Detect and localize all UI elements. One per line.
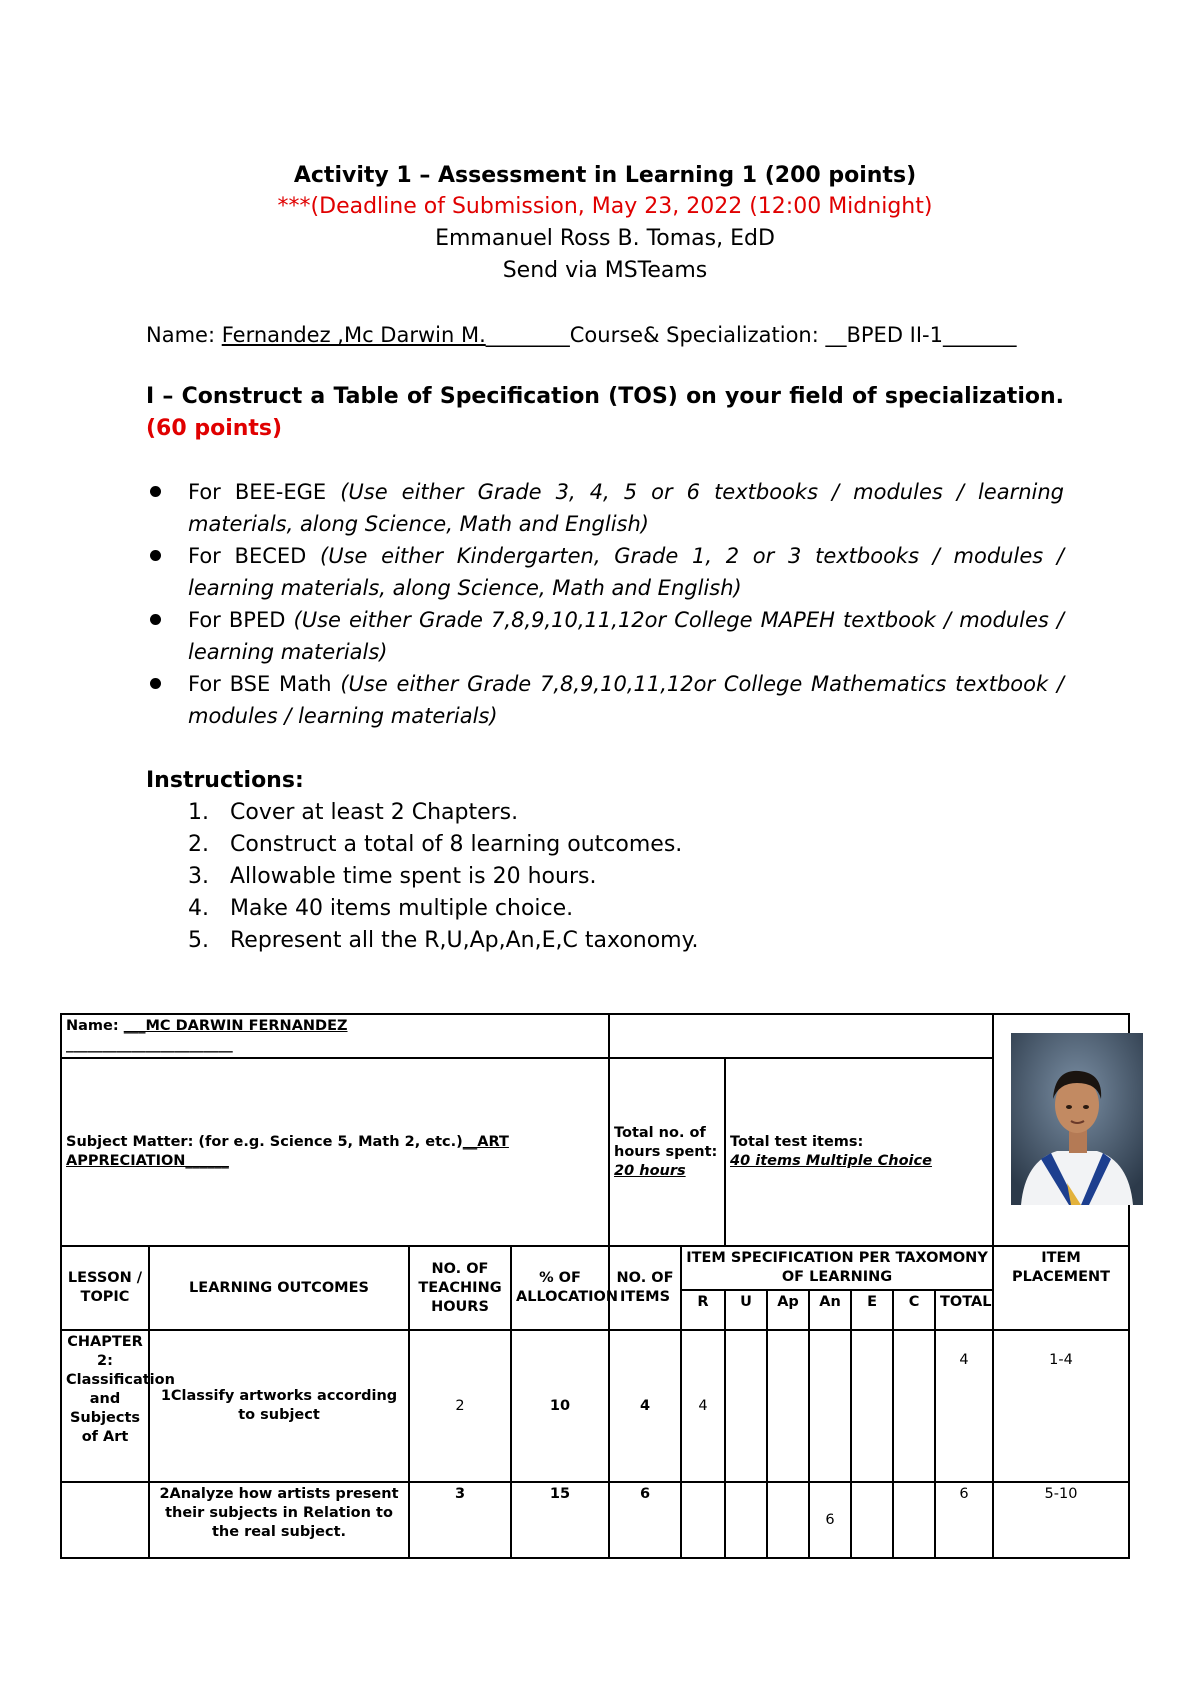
items-value: 40 items Multiple Choice — [730, 1153, 932, 1169]
cell-items: 6 — [609, 1482, 681, 1558]
header-items: NO. OF ITEMS — [609, 1246, 681, 1330]
step-text: Represent all the R,U,Ap,An,E,C taxonomy. — [230, 928, 699, 953]
header-hours: NO. OF TEACHING HOURS — [409, 1246, 511, 1330]
tos-table — [60, 1013, 1130, 1559]
step-number: 5. — [188, 928, 209, 953]
course-label: Course& Specialization: — [569, 323, 826, 347]
header-lesson: LESSON / TOPIC — [61, 1246, 149, 1330]
header-allocation: % OF ALLOCATION — [511, 1246, 609, 1330]
section-heading — [146, 381, 1064, 445]
header-e: E — [851, 1290, 893, 1330]
subject-cell — [61, 1058, 609, 1246]
table-row — [61, 1482, 1129, 1558]
program-label: For BSE Math — [188, 672, 341, 696]
cell-hours: 2 — [409, 1330, 511, 1482]
cell-c — [893, 1482, 935, 1558]
cell-lesson — [61, 1482, 149, 1558]
table-row — [61, 1330, 1129, 1482]
list-item — [146, 540, 1064, 604]
header-total: TOTAL — [935, 1290, 993, 1330]
cell-lesson: CHAPTER 2: Classification and Subjects of Art — [61, 1330, 149, 1482]
header-outcomes: LEARNING OUTCOMES — [149, 1246, 409, 1330]
step-number: 2. — [188, 832, 209, 857]
program-list — [146, 476, 1064, 732]
tos-top-blank — [609, 1014, 993, 1058]
cell-placement: 1-4 — [993, 1330, 1129, 1482]
instructions-title: Instructions: — [146, 768, 304, 793]
header-spec: ITEM SPECIFICATION PER TAXOMONY OF LEARNING — [681, 1246, 993, 1290]
list-item — [146, 861, 699, 893]
cell-r: 4 — [681, 1330, 725, 1482]
bullet-icon — [150, 550, 161, 561]
deadline-text: ***(Deadline of Submission, May 23, 2022 (12:00 Midnight) — [277, 194, 933, 219]
cell-outcome: 1Classify artworks according to subject — [149, 1330, 409, 1482]
cell-ap — [767, 1482, 809, 1558]
cell-an — [809, 1330, 851, 1482]
program-label: For BEE-EGE — [188, 480, 341, 504]
header-ap: Ap — [767, 1290, 809, 1330]
list-item — [146, 797, 699, 829]
items-cell — [725, 1058, 993, 1246]
program-detail: (Use either Grade 7,8,9,10,11,12or College Mathematics textbook / modules / learning materials) — [188, 672, 1064, 728]
bullet-icon — [150, 678, 161, 689]
cell-total: 6 — [935, 1482, 993, 1558]
tos-name-value: ___MC DARWIN FERNANDEZ — [123, 1018, 348, 1034]
section-points: (60 points) — [146, 416, 283, 441]
cell-placement: 5-10 — [993, 1482, 1129, 1558]
list-item — [146, 476, 1064, 540]
table-row — [61, 1058, 1129, 1246]
items-label: Total test items: — [730, 1134, 864, 1150]
submission-method: Send via MSTeams — [502, 258, 708, 283]
step-text: Allowable time spent is 20 hours. — [230, 864, 597, 889]
header-placement: ITEM PLACEMENT — [993, 1246, 1129, 1330]
step-text: Cover at least 2 Chapters. — [230, 800, 519, 825]
cell-r — [681, 1482, 725, 1558]
student-info-line — [146, 319, 1064, 351]
activity-title: Activity 1 – Assessment in Learning 1 (200 points) — [293, 163, 917, 188]
cell-an: 6 — [809, 1482, 851, 1558]
cell-c — [893, 1330, 935, 1482]
student-name: Fernandez ,Mc Darwin M. — [221, 323, 486, 347]
header-r: R — [681, 1290, 725, 1330]
bullet-icon — [150, 614, 161, 625]
instructions-list — [146, 797, 699, 957]
subject-value: __ART APPRECIATION______ — [66, 1134, 509, 1169]
hours-label: Total no. of hours spent: — [614, 1124, 718, 1160]
section-heading-text: I – Construct a Table of Specification (TOS) on your field of specialization. — [146, 384, 1064, 409]
cell-e — [851, 1330, 893, 1482]
program-detail: (Use either Grade 3, 4, 5 or 6 textbooks / modules / learning materials, along Science, Math and English) — [188, 480, 1064, 536]
step-number: 1. — [188, 800, 209, 825]
list-item — [146, 925, 699, 957]
cell-alloc: 10 — [511, 1330, 609, 1482]
tos-name-label: Name: — [66, 1018, 124, 1034]
name-label: Name: — [146, 323, 222, 347]
tos-name-cell — [61, 1014, 609, 1058]
tos-name-line: _______________________ — [66, 1037, 233, 1053]
step-text: Make 40 items multiple choice. — [230, 896, 574, 921]
subject-label: Subject Matter: (for e.g. Science 5, Math 2, etc.) — [66, 1134, 463, 1150]
hours-cell — [609, 1058, 725, 1246]
table-row — [61, 1014, 1129, 1058]
cell-total: 4 — [935, 1330, 993, 1482]
program-detail: (Use either Grade 7,8,9,10,11,12or College MAPEH textbook / modules / learning materials) — [188, 608, 1064, 664]
cell-u — [725, 1482, 767, 1558]
header-c: C — [893, 1290, 935, 1330]
course-value: __BPED II-1_______ — [825, 323, 1017, 347]
table-row — [61, 1246, 1129, 1290]
cell-hours: 3 — [409, 1482, 511, 1558]
cell-items: 4 — [609, 1330, 681, 1482]
hours-value: 20 hours — [614, 1162, 686, 1179]
cell-u — [725, 1330, 767, 1482]
student-photo — [1011, 1033, 1143, 1205]
header-u: U — [725, 1290, 767, 1330]
list-item — [146, 893, 699, 925]
cell-ap — [767, 1330, 809, 1482]
program-detail: (Use either Kindergarten, Grade 1, 2 or 3 textbooks / modules / learning materials, along Science, Math and English) — [188, 544, 1064, 600]
name-fill: ________ — [485, 323, 570, 347]
list-item — [146, 829, 699, 861]
bullet-icon — [150, 486, 161, 497]
step-number: 4. — [188, 896, 209, 921]
step-number: 3. — [188, 864, 209, 889]
portrait-image — [1011, 1033, 1143, 1205]
cell-outcome: 2Analyze how artists present their subjects in Relation to the real subject. — [149, 1482, 409, 1558]
cell-alloc: 15 — [511, 1482, 609, 1558]
instructor-name: Emmanuel Ross B. Tomas, EdD — [435, 226, 775, 251]
program-label: For BPED — [188, 608, 294, 632]
cell-e — [851, 1482, 893, 1558]
list-item — [146, 604, 1064, 668]
list-item — [146, 668, 1064, 732]
step-text: Construct a total of 8 learning outcomes. — [230, 832, 683, 857]
program-label: For BECED — [188, 544, 321, 568]
header-an: An — [809, 1290, 851, 1330]
